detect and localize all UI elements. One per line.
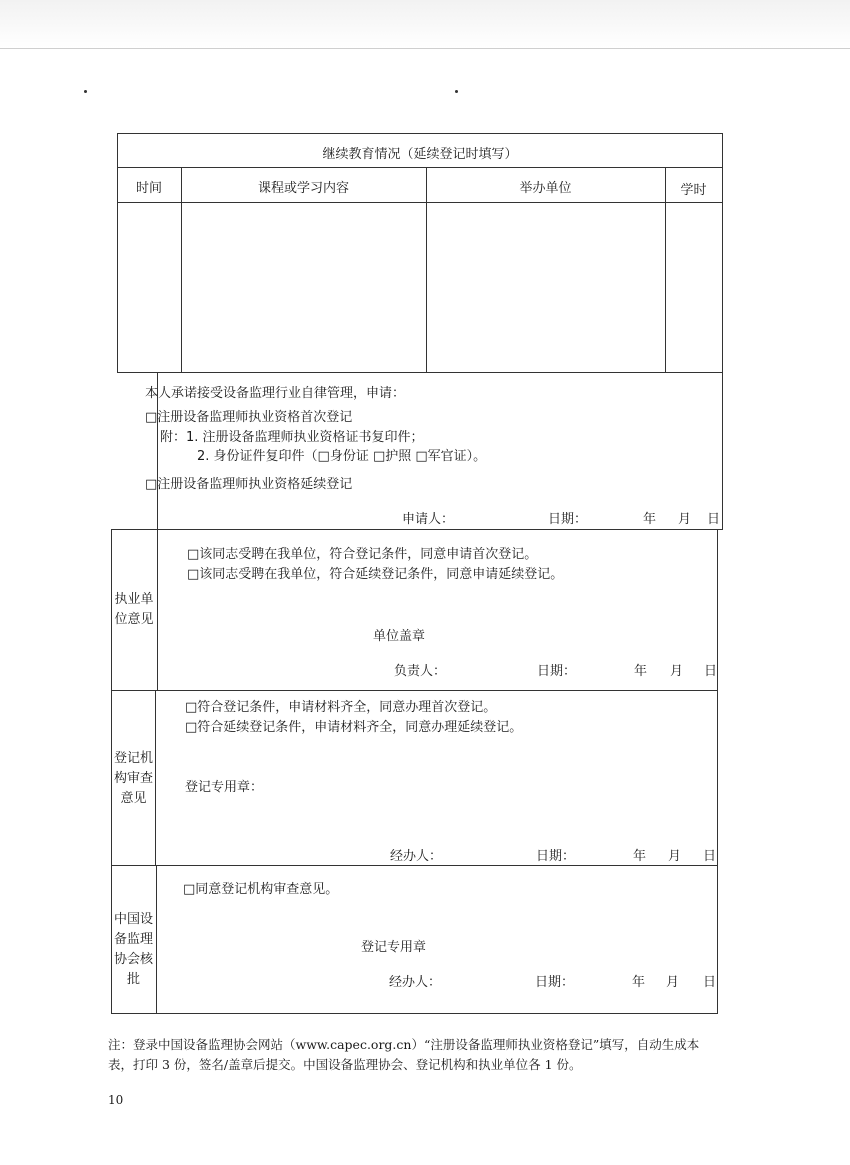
day-label: 日 [703,849,717,864]
month-label: 月 [670,664,684,679]
association-date-label: 日期： [535,975,575,990]
association-option-agree[interactable]: □同意登记机构审查意见。 [183,882,339,897]
association-person-label: 经办人： [389,975,442,990]
month-label: 月 [668,849,682,864]
cell-course-input[interactable] [182,203,425,371]
day-label: 日 [704,664,718,679]
registry-option-renew[interactable]: □符合延续登记条件，申请材料齐全，同意办理延续登记。 [185,720,523,735]
attachment-1: 附：1. 注册设备监理师执业资格证书复印件； [160,430,424,445]
option-first-registration[interactable]: □注册设备监理师执业资格首次登记 [145,410,353,425]
employer-date-label: 日期： [537,664,577,679]
day-label: 日 [707,512,721,527]
option-renewal-registration[interactable]: □注册设备监理师执业资格延续登记 [145,477,353,492]
header-time: 时间 [135,181,162,196]
header-organizer: 举办单位 [519,181,572,196]
employer-option-first[interactable]: □该同志受聘在我单位，符合登记条件，同意申请首次登记。 [187,547,538,562]
registry-review-label: 登记机构审查意见 [113,751,153,806]
registry-option-first[interactable]: □符合登记条件，申请材料齐全，同意办理首次登记。 [185,700,497,715]
employer-opinion-label: 执业单位意见 [114,592,154,627]
month-label: 月 [678,512,692,527]
registry-seal-label: 登记专用章： [185,780,264,795]
cell-organizer-input[interactable] [427,203,664,371]
employer-seal-label: 单位盖章 [373,629,426,644]
applicant-intro: 本人承诺接受设备监理行业自律管理，申请： [145,386,406,401]
applicant-date-label: 日期： [548,512,588,527]
cell-time-input[interactable] [118,203,180,371]
section-title: 继续教育情况（延续登记时填写） [322,147,518,162]
month-label: 月 [666,975,680,990]
employer-person-label: 负责人： [394,664,447,679]
attachment-2[interactable]: 2. 身份证件复印件（□身份证 □护照 □军官证）。 [197,449,487,464]
year-label: 年 [633,849,647,864]
year-label: 年 [632,975,646,990]
page-number: 10 [108,1093,124,1107]
registry-date-label: 日期： [536,849,576,864]
header-hours: 学时 [680,183,707,198]
scan-speck [455,90,458,93]
association-approval-label: 中国设备监理协会核批 [113,912,153,987]
association-seal-label: 登记专用章 [361,940,427,955]
cell-hours-input[interactable] [666,203,721,371]
scan-speck [84,90,87,93]
header-course: 课程或学习内容 [257,181,349,196]
day-label: 日 [703,975,717,990]
employer-option-renew[interactable]: □该同志受聘在我单位，符合延续登记条件，同意申请延续登记。 [187,567,564,582]
year-label: 年 [634,664,648,679]
scan-top-edge [0,0,850,49]
registry-person-label: 经办人： [390,849,443,864]
footnote: 注：登录中国设备监理协会网站（www.capec.org.cn）“注册设备监理师执业资格登记”填写，自动生成本表，打印 3 份，签名/盖章后提交。中国设备监理协会、登记机构和执业单位各 1 份。 [108,1037,700,1072]
applicant-signature-label: 申请人： [402,512,455,527]
year-label: 年 [643,512,657,527]
